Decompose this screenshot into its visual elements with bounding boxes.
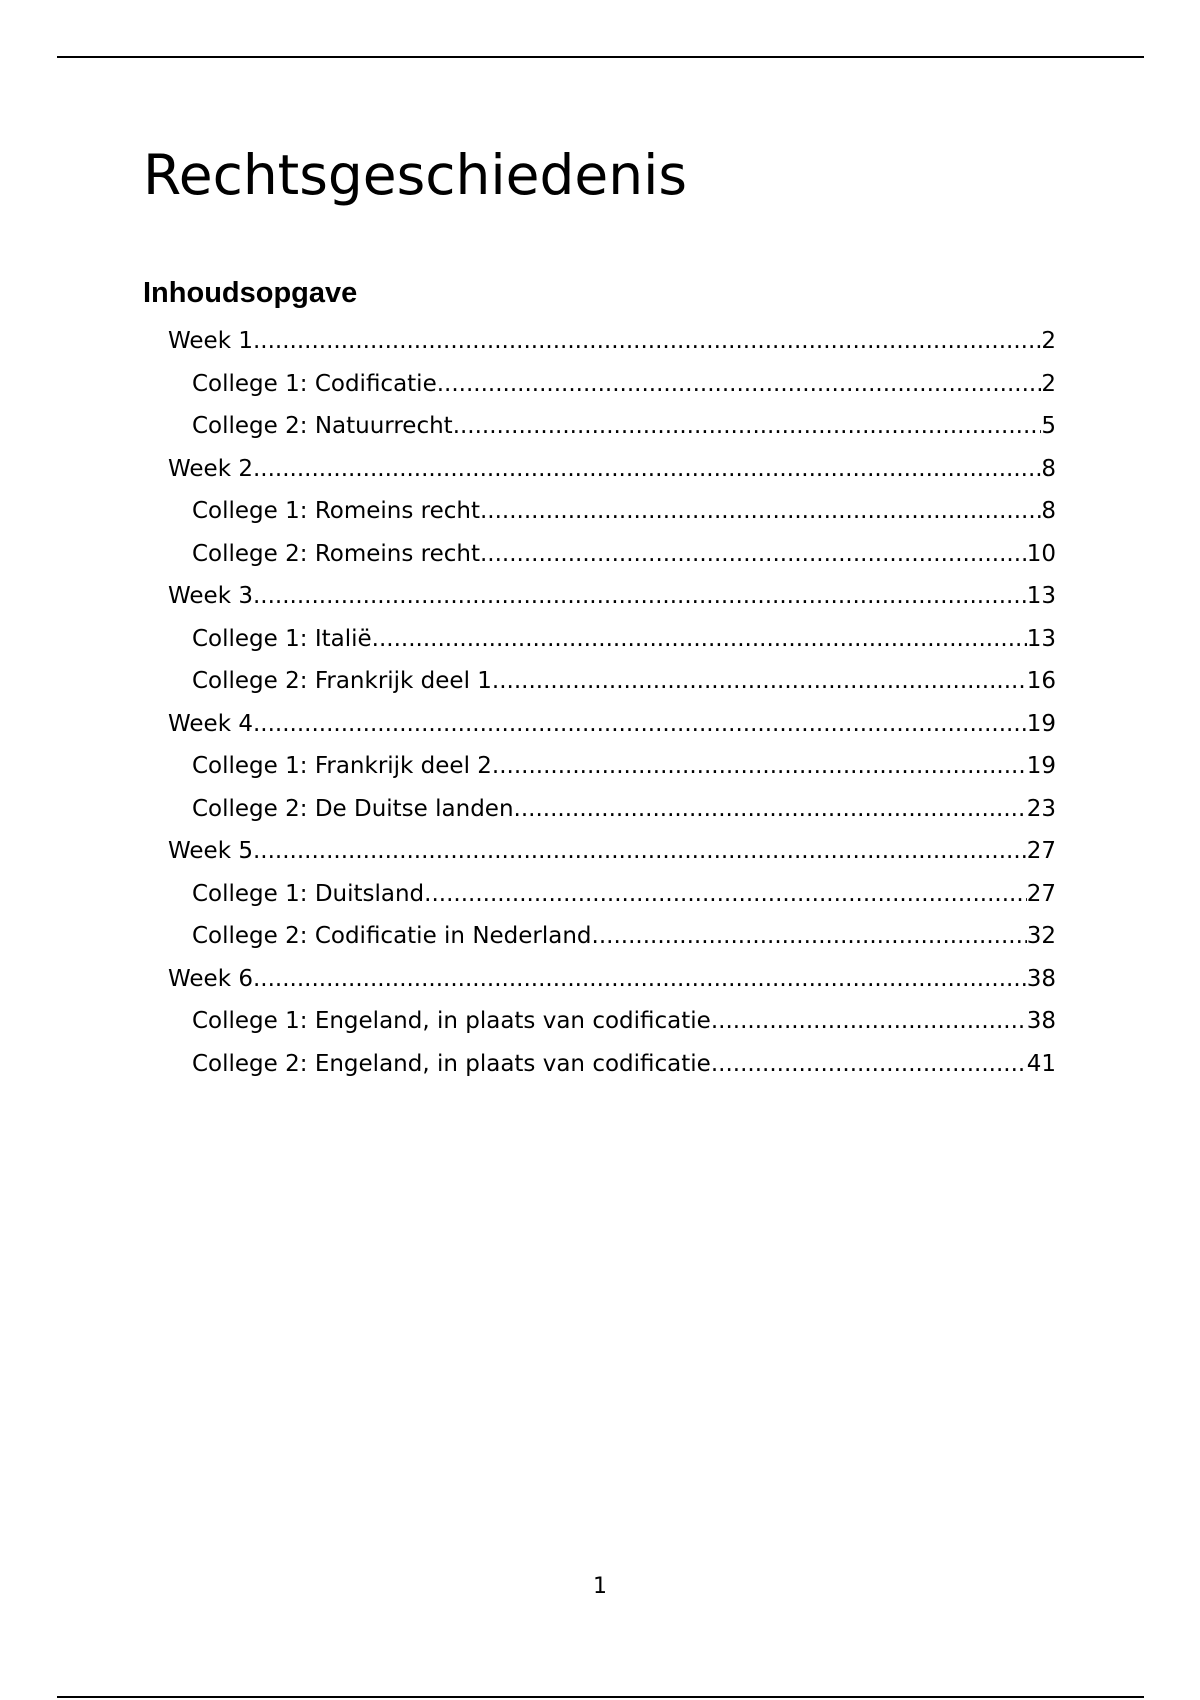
toc-entry-title: College 2: Frankrijk deel 1 (192, 668, 492, 694)
toc-entry-page: 16 (1026, 668, 1056, 694)
toc-entry-college[interactable] (192, 1000, 1056, 1043)
toc-dot-leader (253, 703, 1027, 746)
toc-entry-page: 10 (1026, 540, 1056, 567)
toc-entry-title: College 2: Engeland, in plaats van codificatie (192, 1050, 711, 1077)
toc-entry-title: College 1: Engeland, in plaats van codificatie (192, 1008, 711, 1034)
toc-heading: Inhoudsopgave (143, 277, 358, 309)
toc-entry-page: 2 (1041, 370, 1056, 397)
toc-entry-college[interactable] (192, 745, 1056, 788)
toc-entry-title: Week 2 (168, 455, 253, 482)
toc-entry-college[interactable] (192, 873, 1056, 916)
toc-dot-leader (492, 745, 1027, 788)
toc-entry-title: College 1: Italië (192, 625, 372, 652)
toc-entry-page: 23 (1026, 795, 1056, 822)
header-rule (57, 56, 1144, 58)
toc-entry-title: Week 6 (168, 965, 253, 992)
toc-entry-week-4[interactable] (168, 703, 1056, 746)
toc-dot-leader (253, 958, 1027, 1001)
toc-entry-college[interactable] (192, 1043, 1056, 1086)
footer-rule (57, 1696, 1144, 1698)
toc-entry-page: 13 (1026, 583, 1056, 609)
toc-entry-page: 8 (1041, 455, 1056, 482)
toc-dot-leader (711, 1043, 1027, 1086)
toc-entry-college[interactable] (192, 660, 1056, 703)
toc-dot-leader (480, 490, 1041, 533)
table-of-contents (0, 320, 1200, 1085)
toc-dot-leader (253, 448, 1041, 491)
toc-entry-page: 27 (1026, 838, 1056, 864)
toc-dot-leader (253, 575, 1027, 618)
toc-dot-leader (253, 830, 1027, 873)
toc-entry-title: College 2: Natuurrecht (192, 413, 453, 439)
toc-entry-page: 38 (1026, 965, 1056, 992)
toc-entry-page: 38 (1026, 1008, 1056, 1034)
toc-dot-leader (372, 618, 1027, 661)
toc-dot-leader (424, 873, 1027, 916)
toc-entry-week-6[interactable] (168, 958, 1056, 1001)
toc-entry-page: 32 (1026, 923, 1056, 949)
toc-dot-leader (480, 533, 1027, 576)
toc-entry-title: College 1: Duitsland (192, 880, 425, 907)
page-number: 1 (593, 1574, 607, 1599)
toc-entry-page: 19 (1026, 753, 1056, 779)
toc-entry-title: College 1: Romeins recht (192, 498, 480, 524)
toc-entry-title: Week 3 (168, 583, 253, 609)
toc-entry-college[interactable] (192, 405, 1056, 448)
toc-entry-college[interactable] (192, 788, 1056, 831)
toc-entry-college[interactable] (192, 915, 1056, 958)
toc-entry-title: College 2: De Duitse landen (192, 795, 514, 822)
document-title: Rechtsgeschiedenis (143, 143, 688, 207)
toc-entry-title: Week 4 (168, 710, 253, 737)
toc-entry-title: Week 5 (168, 838, 253, 864)
toc-entry-college[interactable] (192, 490, 1056, 533)
toc-entry-college[interactable] (192, 363, 1056, 406)
toc-dot-leader (492, 660, 1027, 703)
toc-entry-title: College 1: Codificatie (192, 370, 437, 397)
toc-entry-page: 5 (1041, 413, 1056, 439)
toc-entry-week-5[interactable] (168, 830, 1056, 873)
toc-dot-leader (437, 363, 1042, 406)
toc-entry-week-2[interactable] (168, 448, 1056, 491)
toc-dot-leader (253, 320, 1041, 363)
toc-dot-leader (453, 405, 1042, 448)
toc-entry-page: 19 (1026, 710, 1056, 737)
toc-entry-title: College 1: Frankrijk deel 2 (192, 753, 492, 779)
toc-entry-week-1[interactable] (168, 320, 1056, 363)
toc-entry-title: College 2: Romeins recht (192, 540, 480, 567)
toc-entry-page: 41 (1026, 1050, 1056, 1077)
toc-dot-leader (711, 1000, 1027, 1043)
toc-entry-page: 2 (1041, 328, 1056, 354)
toc-entry-page: 8 (1041, 498, 1056, 524)
toc-dot-leader (592, 915, 1027, 958)
toc-entry-title: Week 1 (168, 328, 253, 354)
toc-entry-week-3[interactable] (168, 575, 1056, 618)
toc-entry-page: 13 (1026, 625, 1056, 652)
toc-entry-page: 27 (1026, 880, 1056, 907)
toc-entry-college[interactable] (192, 618, 1056, 661)
toc-entry-college[interactable] (192, 533, 1056, 576)
toc-dot-leader (514, 788, 1027, 831)
toc-entry-title: College 2: Codificatie in Nederland (192, 923, 592, 949)
